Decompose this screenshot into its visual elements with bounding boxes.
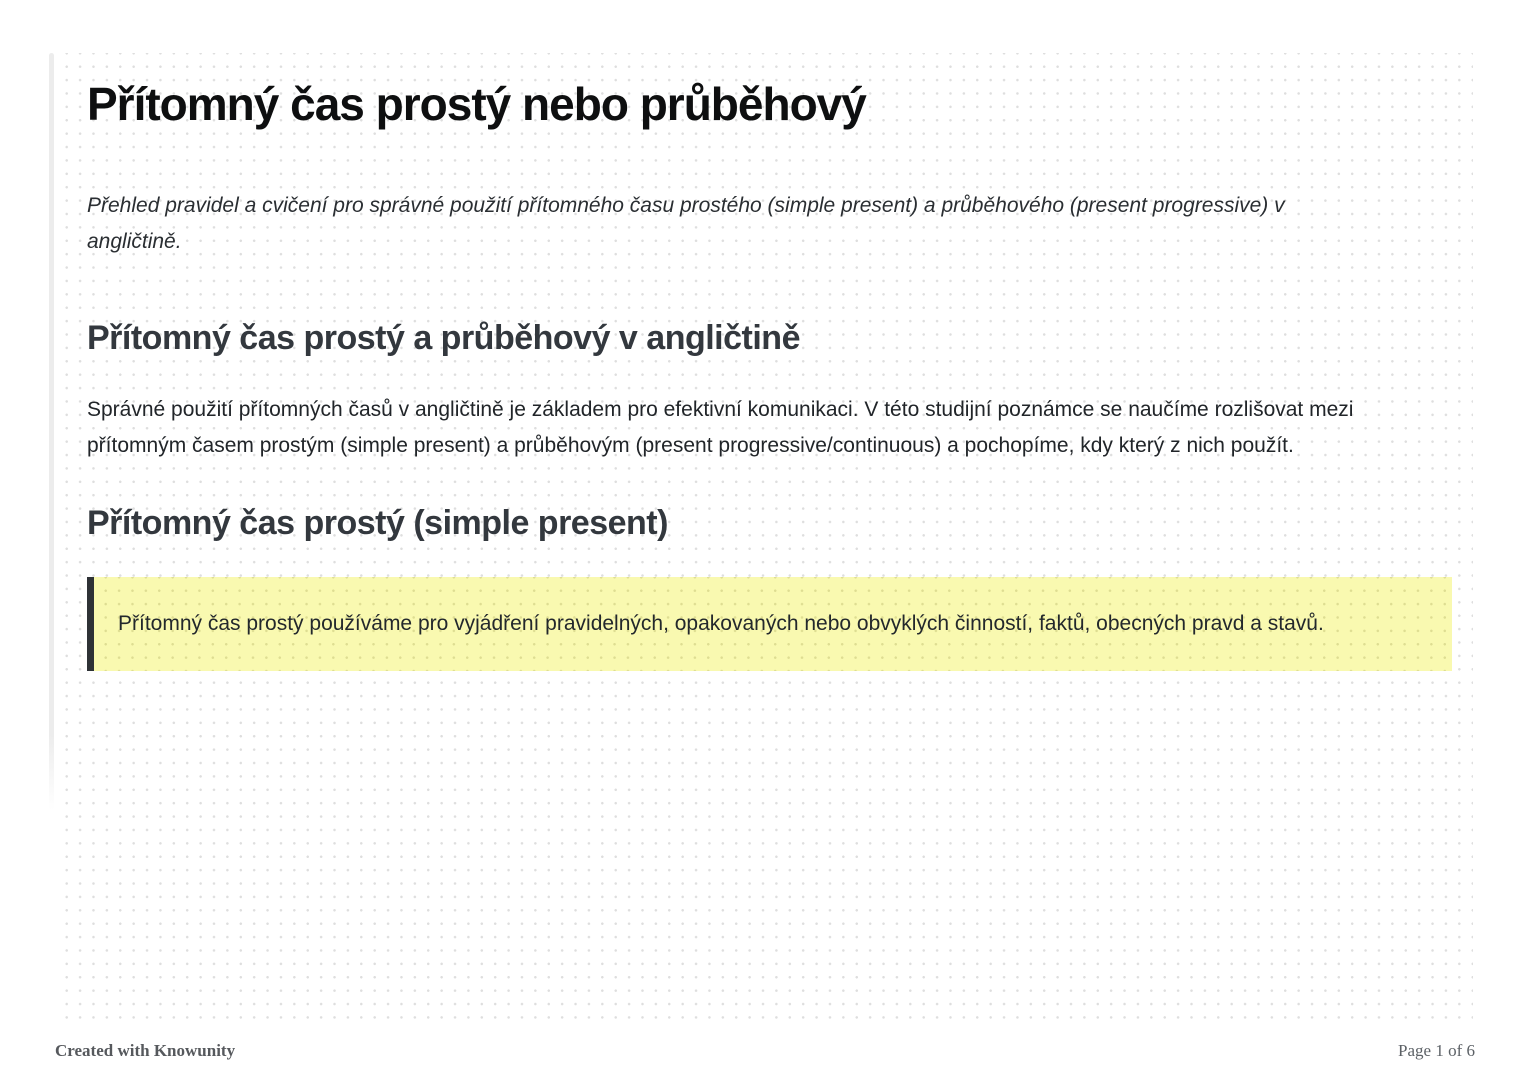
section-heading-overview: Přítomný čas prostý a průběhový v angličtině (87, 319, 800, 357)
page-footer (55, 1041, 1475, 1061)
dotted-paper-background (55, 53, 1473, 1020)
footer-branding: Created with Knowunity (55, 1041, 236, 1060)
callout-text: Přítomný čas prostý používáme pro vyjádření pravidelných, opakovaných nebo obvyklých činností, faktů, obecných pravd a stavů. (118, 612, 1324, 635)
section-heading-simple-present: Přítomný čas prostý (simple present) (87, 504, 668, 542)
section-paragraph-overview: Správné použití přítomných časů v angličtině je základem pro efektivní komunikaci. V této studijní poznámce se naučíme rozlišovat mezi přítomným časem prostým (simple present) a průběhovým (present progressive/continuous) a pochopíme, kdy který z nich použít. (87, 398, 1354, 457)
document-content (87, 53, 1453, 671)
left-edge-line (49, 53, 54, 810)
footer-page-number: Page 1 of 6 (1398, 1041, 1475, 1060)
lead-paragraph: Přehled pravidel a cvičení pro správné použití přítomného času prostého (simple present) a průběhového (present progressive) v angličtině. (87, 194, 1285, 253)
definition-callout (87, 577, 1452, 671)
page-title: Přítomný čas prostý nebo průběhový (87, 78, 866, 130)
